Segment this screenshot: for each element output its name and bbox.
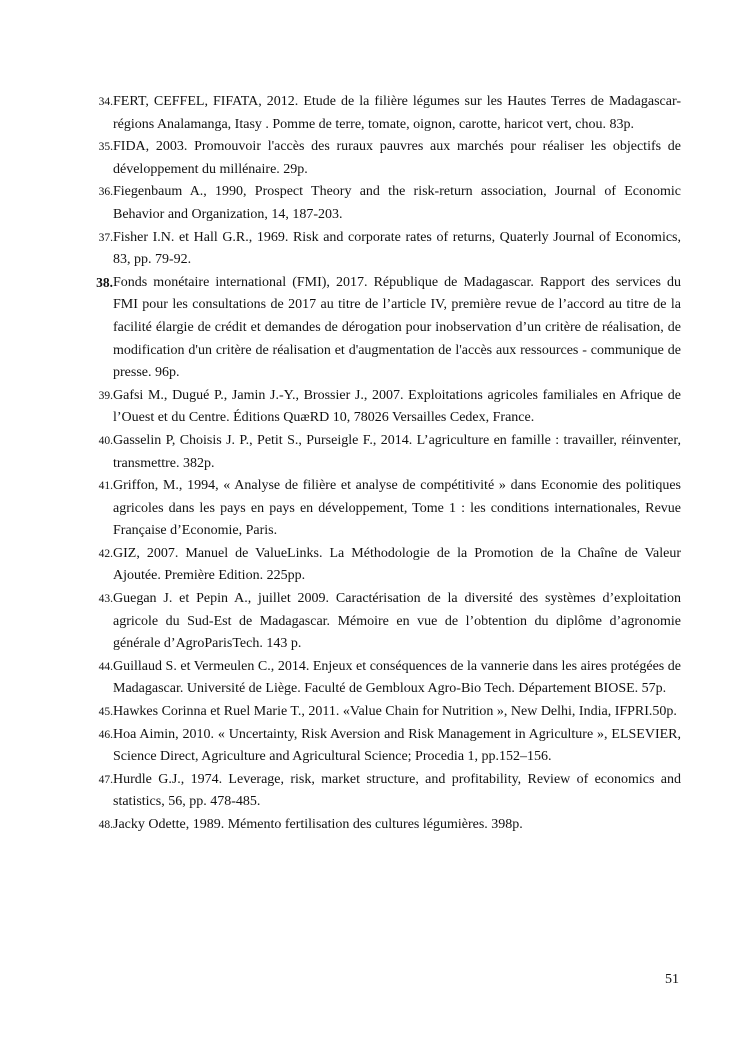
reference-text: GIZ, 2007. Manuel de ValueLinks. La Méthodologie de la Promotion de la Chaîne de Valeur Ajoutée. Première Edition. 225pp. (113, 545, 681, 584)
reference-number: 44. (98, 660, 113, 673)
reference-text: Fonds monétaire international (FMI), 2017. République de Madagascar. Rapport des services du FMI pour les consultations de 2017 au titre de l’article IV, première revue de l’accord au titre de la facilité élargie de crédit et demandes de dérogation pour inobservation d’un critère de réalisation, de modification d'un critère de réalisation et d'augmentation de l'accès aux ressources - communique de presse. 96p. (113, 274, 681, 381)
reference-text: Jacky Odette, 1989. Mémento fertilisation des cultures légumières. 398p. (113, 817, 523, 832)
reference-number: 35. (98, 141, 113, 154)
reference-item (91, 814, 681, 837)
reference-number: 41. (98, 480, 113, 493)
reference-number: 45. (98, 706, 113, 719)
reference-item (91, 91, 681, 136)
reference-text: Hoa Aimin, 2010. « Uncertainty, Risk Aversion and Risk Management in Agriculture », ELSEVIER, Science Direct, Agriculture and Agricultural Science; Procedia 1, pp.152–156. (113, 726, 681, 765)
reference-item (91, 656, 681, 701)
reference-list (91, 91, 681, 837)
reference-number: 38. (96, 274, 113, 290)
reference-item (91, 181, 681, 226)
reference-text: Hurdle G.J., 1974. Leverage, risk, market structure, and profitability, Review of economics and statistics, 56, pp. 478-485. (113, 771, 681, 810)
reference-item (91, 227, 681, 272)
reference-text: Fisher I.N. et Hall G.R., 1969. Risk and corporate rates of returns, Quaterly Journal of Economics, 83, pp. 79-92. (113, 229, 681, 268)
reference-number: 40. (98, 434, 113, 447)
reference-number: 46. (98, 728, 113, 741)
reference-number: 48. (98, 819, 113, 831)
reference-number: 34. (98, 96, 113, 108)
reference-text: FERT, CEFFEL, FIFATA, 2012. Etude de la filière légumes sur les Hautes Terres de Madagascar- régions Analamanga, Itasy . Pomme de terre, tomate, oignon, carotte, haricot vert, chou. 83p. (113, 94, 681, 132)
reference-text: FIDA, 2003. Promouvoir l'accès des ruraux pauvres aux marchés pour réaliser les objectifs de développement du millénaire. 29p. (113, 139, 681, 177)
reference-text: Guillaud S. et Vermeulen C., 2014. Enjeux et conséquences de la vannerie dans les aires protégées de Madagascar. Université de Liège. Faculté de Gembloux Agro-Bio Tech. Département BIOSE. 57p. (113, 658, 681, 697)
reference-number: 37. (98, 231, 113, 244)
reference-number: 42. (98, 547, 113, 560)
reference-item (91, 724, 681, 769)
reference-item (91, 136, 681, 181)
reference-item (91, 385, 681, 430)
page-number: 51 (665, 972, 679, 987)
reference-item (91, 543, 681, 588)
reference-item (91, 769, 681, 814)
reference-text: Guegan J. et Pepin A., juillet 2009. Caractérisation de la diversité des systèmes d’exploitation agricole du Sud-Est de Madagascar. Mémoire en vue de l’obtention du diplôme d’agronomie générale d’AgroParisTech. 143 p. (113, 591, 681, 652)
reference-item (91, 272, 681, 385)
reference-item (91, 588, 681, 656)
reference-text: Hawkes Corinna et Ruel Marie T., 2011. «Value Chain for Nutrition », New Delhi, India, IFPRI.50p. (113, 704, 677, 720)
reference-number: 47. (98, 773, 113, 786)
reference-text: Gasselin P, Choisis J. P., Petit S., Purseigle F., 2014. L’agriculture en famille : travailler, réinventer, transmettre. 382p. (113, 432, 681, 471)
reference-text: Griffon, M., 1994, « Analyse de filière et analyse de compétitivité » dans Economie des politiques agricoles dans les pays en pays en développement, Tome 1 : les conditions internationales, Revue Française d’Economie, Paris. (113, 478, 681, 539)
reference-number: 36. (98, 186, 113, 199)
reference-number: 43. (98, 593, 113, 606)
reference-number: 39. (98, 389, 113, 402)
reference-item (91, 701, 681, 724)
reference-item (91, 430, 681, 475)
reference-text: Fiegenbaum A., 1990, Prospect Theory and the risk-return association, Journal of Economic Behavior and Organization, 14, 187-203. (113, 184, 681, 222)
reference-item (91, 475, 681, 543)
reference-text: Gafsi M., Dugué P., Jamin J.-Y., Brossier J., 2007. Exploitations agricoles familiales en Afrique de l’Ouest et du Centre. Éditions QuæRD 10, 78026 Versailles Cedex, France. (113, 387, 681, 426)
